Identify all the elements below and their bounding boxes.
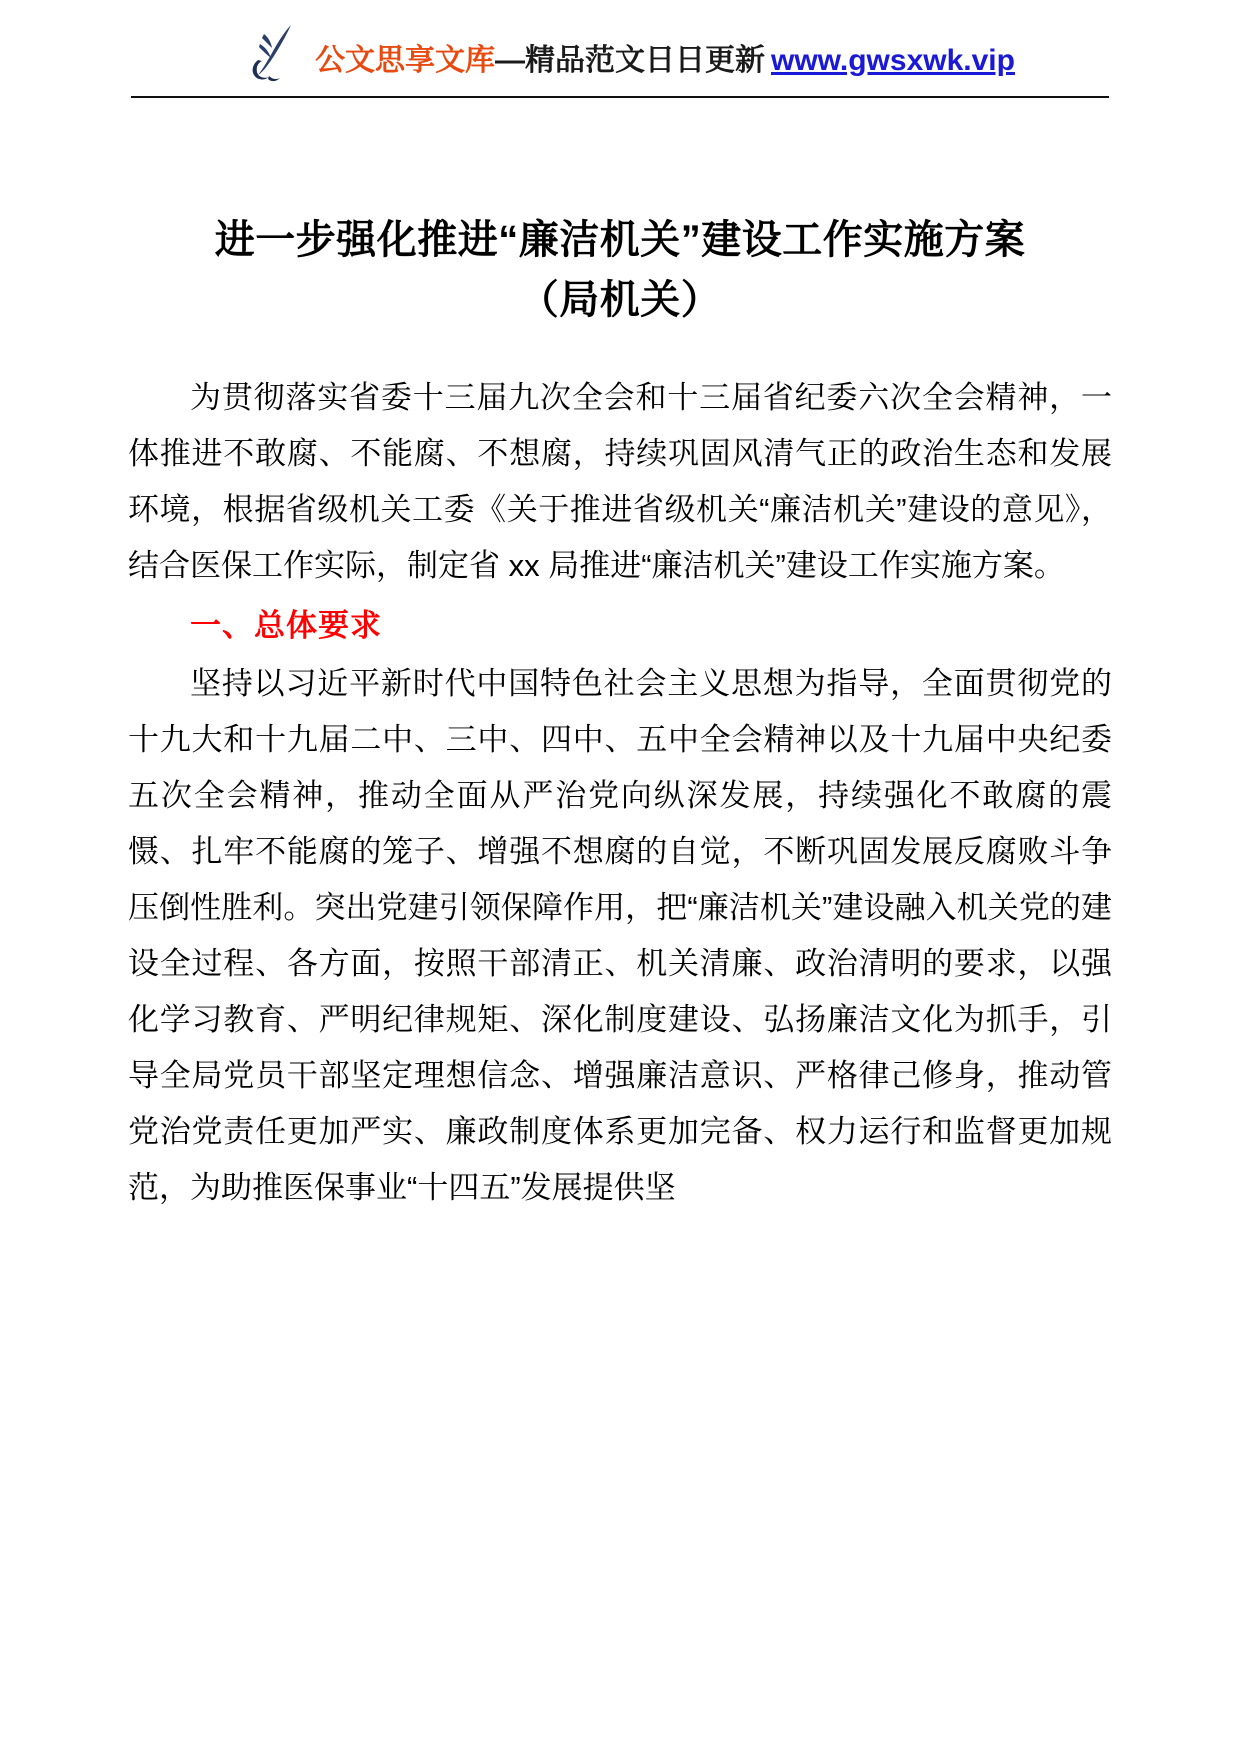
document-body: [128, 210, 1112, 1218]
brand-name: 公文思享文库: [315, 44, 495, 77]
paragraph-intro: 为贯彻落实省委十三届九次全会和十三届省纪委六次全会精神，一体推进不敢腐、不能腐、不想腐，持续巩固风清气正的政治生态和发展环境，根据省级机关工委《关于推进省级机关“廉洁机关”建设的意见》，结合医保工作实际，制定省 xx 局推进“廉洁机关”建设工作实施方案。: [128, 380, 1112, 583]
site-header: [130, 14, 1110, 92]
brand-url-link[interactable]: www.gwsxwk.vip: [771, 44, 1015, 77]
document-title: [128, 210, 1112, 330]
document-title-line-1: 进一步强化推进“廉洁机关”建设工作实施方案: [214, 218, 1026, 262]
brand-tagline: —精品范文日日更新: [495, 44, 765, 77]
brand-banner-text: [315, 46, 1015, 76]
paragraph-section1-body: 坚持以习近平新时代中国特色社会主义思想为指导，全面贯彻党的十九大和十九届二中、三中、四中、五中全会精神以及十九届中央纪委五次全会精神，推动全面从严治党向纵深发展，持续强化不敢腐的震慑、扎牢不能腐的笼子、增强不想腐的自觉，不断巩固发展反腐败斗争压倒性胜利。突出党建引领保障作用，把“廉洁机关”建设融入机关党的建设全过程、各方面，按照干部清正、机关清廉、政治清明的要求，以强化学习教育、严明纪律规矩、深化制度建设、弘扬廉洁文化为抓手，引导全局党员干部坚定理想信念、增强廉洁意识、严格律己修身，推动管党治党责任更加严实、廉政制度体系更加完备、权力运行和监督更加规范，为助推医保事业“十四五”发展提供坚: [128, 666, 1112, 1205]
document-title-line-2: （局机关）: [518, 278, 722, 322]
header-divider: [131, 96, 1109, 98]
calligraphy-brush-logo-icon: [245, 20, 311, 86]
section-heading-1: 一、总体要求: [190, 608, 382, 643]
